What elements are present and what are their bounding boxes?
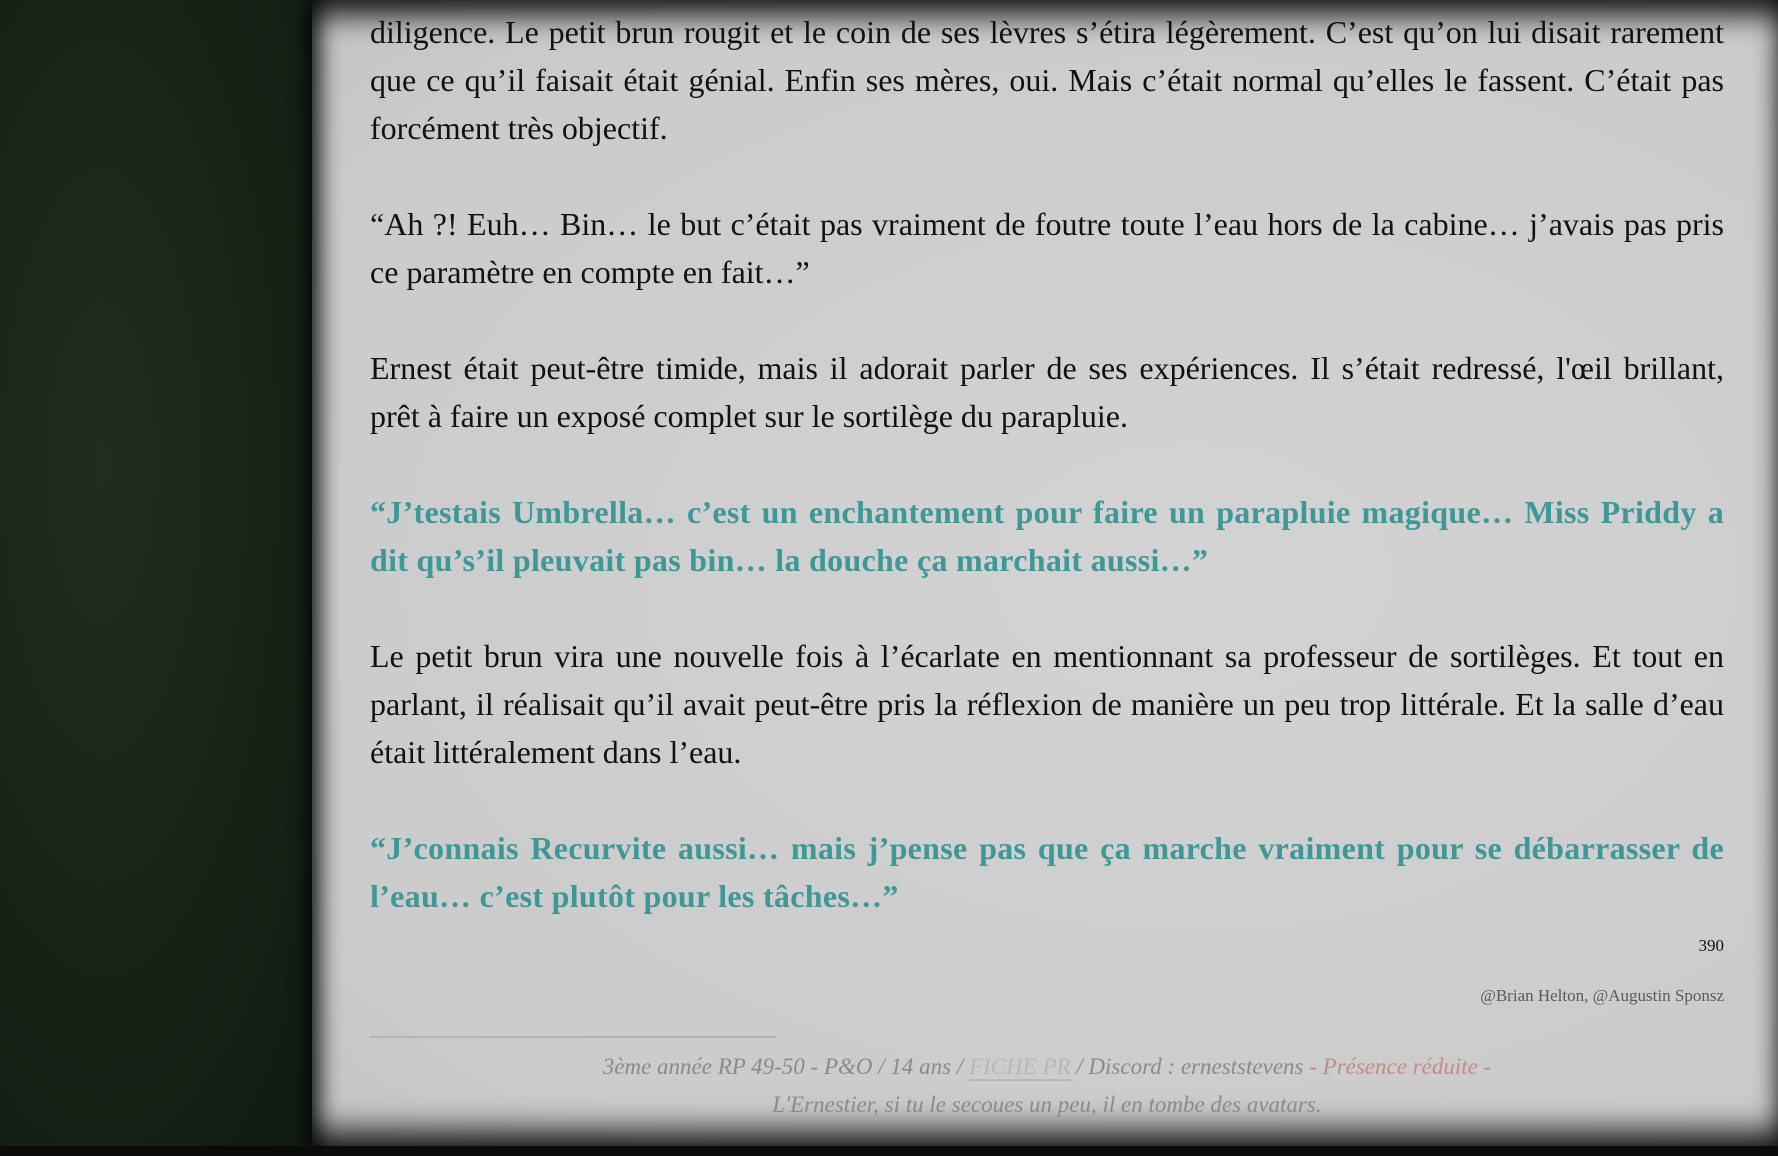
signature-info: 3ème année RP 49-50 - P&O / 14 ans / xyxy=(602,1054,969,1079)
paragraph: diligence. Le petit brun rougit et le coin de ses lèvres s’étira légèrement. C’est qu’on lui disait rarement que ce qu’il faisait était génial. Enfin ses mères, oui. Mais c’était normal qu’elles le fassent. C’était pas forcément très objectif. xyxy=(370,14,1724,146)
presence-status: - Présence réduite - xyxy=(1309,1054,1492,1079)
signature-discord: / Discord : erneststevens xyxy=(1070,1054,1310,1079)
paragraph: “Ah ?! Euh… Bin… le but c’était pas vraiment de foutre toute l’eau hors de la cabine… j’avais pas pris ce paramètre en compte en fait…” xyxy=(370,206,1724,290)
side-background xyxy=(0,0,340,1156)
signature-line-2: L'Ernestier, si tu le secoues un peu, il en tombe des avatars. xyxy=(772,1092,1322,1117)
dialogue-paragraph: “J’connais Recurvite aussi… mais j’pense pas que ça marche vraiment pour se débarrasser de l’eau… c’est plutôt pour les tâches…” xyxy=(370,830,1724,914)
mentions[interactable]: @Brian Helton, @Augustin Sponsz xyxy=(1480,986,1724,1005)
word-count: 390 xyxy=(1698,936,1724,955)
signature-line-1 xyxy=(370,1048,1724,1086)
dialogue-paragraph: “J’testais Umbrella… c’est un enchantement pour faire un parapluie magique… Miss Priddy a dit qu’s’il pleuvait pas bin… la douche ça marchait aussi…” xyxy=(370,494,1724,578)
post-body xyxy=(312,0,1778,1148)
signature-divider xyxy=(370,1036,776,1038)
bottom-edge xyxy=(0,1146,1778,1156)
post-content xyxy=(370,8,1724,968)
paragraph: Le petit brun vira une nouvelle fois à l’écarlate en mentionnant sa professeur de sortilèges. Et tout en parlant, il réalisait qu’il avait peut-être pris la réflexion de manière un peu trop littérale. Et la salle d’eau était littéralement dans l’eau. xyxy=(370,638,1724,770)
paragraph: Ernest était peut-être timide, mais il adorait parler de ses expériences. Il s’était redressé, l'œil brillant, prêt à faire un exposé complet sur le sortilège du parapluie. xyxy=(370,350,1724,434)
fiche-pr-link[interactable]: FICHE PR xyxy=(968,1054,1071,1079)
signature xyxy=(370,1048,1724,1124)
